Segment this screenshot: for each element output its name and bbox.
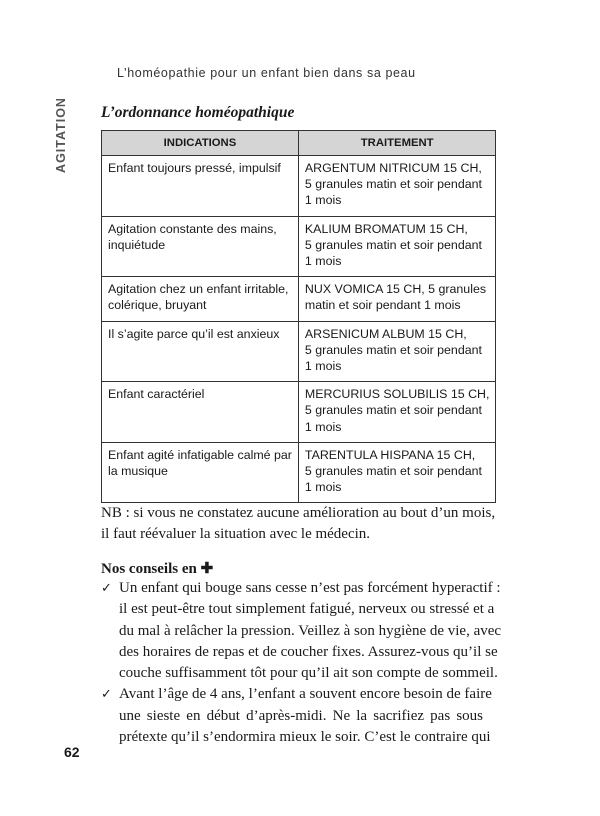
cell-text-line: 5 granules matin et soir pendant [304, 237, 482, 252]
table-row [102, 277, 496, 321]
cell-text-line: Agitation chez un enfant irritable, [108, 282, 289, 297]
running-header: L’homéopathie pour un enfant bien dans sa peau [117, 66, 416, 80]
cell-text-line: 5 granules matin et soir pendant [304, 403, 482, 418]
note-line: il faut réévaluer la situation avec le médecin. [101, 526, 371, 542]
cell-text-line: 5 granules matin et soir pendant [304, 342, 482, 357]
treatment-cell [298, 277, 496, 321]
treatment-cell [298, 216, 496, 277]
advice-line: une sieste en début d’après-midi. Ne la sacrifiez pas sous [119, 707, 483, 724]
advice-line: prétexte qu’il s’endormira mieux le soir. C’est le contraire qui [119, 729, 491, 746]
table-row [102, 321, 496, 382]
advice-title: Nos conseils en ✚ [101, 561, 214, 577]
indication-cell [102, 442, 299, 503]
table-row [102, 382, 496, 443]
list-item [101, 684, 492, 748]
cell-text-line: 1 mois [304, 480, 342, 495]
cell-text-line: ARSENICUM ALBUM 15 CH, [304, 326, 467, 341]
table-row [102, 216, 496, 277]
cell-text-line: Enfant caractériel [108, 387, 205, 402]
treatment-cell [298, 321, 496, 382]
column-header-indications: INDICATIONS [102, 131, 299, 156]
cell-text-line: 1 mois [304, 359, 342, 374]
section-side-tab [52, 99, 70, 171]
section-side-tab-label: AGITATION [54, 97, 68, 173]
advice-line: du mal à relâcher la pression. Veillez à son hygiène de vie, avec [119, 622, 502, 639]
note-paragraph [101, 503, 496, 545]
indication-cell [102, 321, 299, 382]
cell-text-line: 1 mois [304, 254, 342, 269]
indication-cell [102, 156, 299, 217]
section-title: L’ordonnance homéopathique [101, 104, 295, 121]
cell-text-line: 1 mois [304, 193, 342, 208]
checkmark-icon: ✓ [101, 687, 112, 703]
cell-text-line: matin et soir pendant 1 mois [304, 298, 461, 313]
cell-text-line: colérique, bruyant [108, 298, 207, 313]
list-item [101, 578, 502, 684]
advice-list [101, 578, 502, 748]
column-header-traitement: TRAITEMENT [298, 131, 496, 156]
table-row [102, 156, 496, 217]
indication-cell [102, 382, 299, 443]
cell-text-line: KALIUM BROMATUM 15 CH, [304, 221, 468, 236]
cell-text-line: 5 granules matin et soir pendant [304, 177, 482, 192]
treatment-cell [298, 156, 496, 217]
indication-cell [102, 277, 299, 321]
treatment-cell [298, 382, 496, 443]
cell-text-line: Enfant agité infatigable calmé par [108, 447, 292, 462]
cell-text-line: 5 granules matin et soir pendant [304, 464, 482, 479]
cell-text-line: MERCURIUS SOLUBILIS 15 CH, [304, 387, 490, 402]
cell-text-line: inquiétude [108, 237, 166, 252]
checkmark-icon: ✓ [101, 581, 112, 596]
cell-text-line: Enfant toujours pressé, impulsif [108, 161, 281, 175]
advice-line: des horaires de repas et de coucher fixes. Assurez-vous qu’il se [119, 643, 498, 660]
cell-text-line: Il s’agite parce qu’il est anxieux [108, 326, 280, 341]
advice-line: couche suffisamment tôt pour qu’il ait son compte de sommeil. [119, 665, 498, 682]
note-line: NB : si vous ne constatez aucune amélioration au bout d’un mois, [101, 505, 496, 521]
cell-text-line: 1 mois [304, 419, 342, 434]
cell-text-line: TARENTULA HISPANA 15 CH, [304, 447, 476, 462]
advice-line: Un enfant qui bouge sans cesse n’est pas forcément hyperactif : [119, 580, 501, 596]
advice-line: il est peut-être tout simplement fatigué, nerveux ou stressé et a [119, 601, 495, 618]
cell-text-line: ARGENTUM NITRICUM 15 CH, [304, 161, 482, 175]
cell-text-line: la musique [108, 464, 168, 479]
cell-text-line: NUX VOMICA 15 CH, 5 granules [304, 282, 487, 297]
treatment-cell [298, 442, 496, 503]
page-number: 62 [64, 744, 80, 760]
table-header-row [102, 131, 496, 156]
indication-cell [102, 216, 299, 277]
table-row [102, 442, 496, 503]
cell-text-line: Agitation constante des mains, [108, 221, 277, 236]
prescription-table [101, 130, 496, 503]
advice-line: Avant l’âge de 4 ans, l’enfant a souvent encore besoin de faire [119, 686, 492, 703]
